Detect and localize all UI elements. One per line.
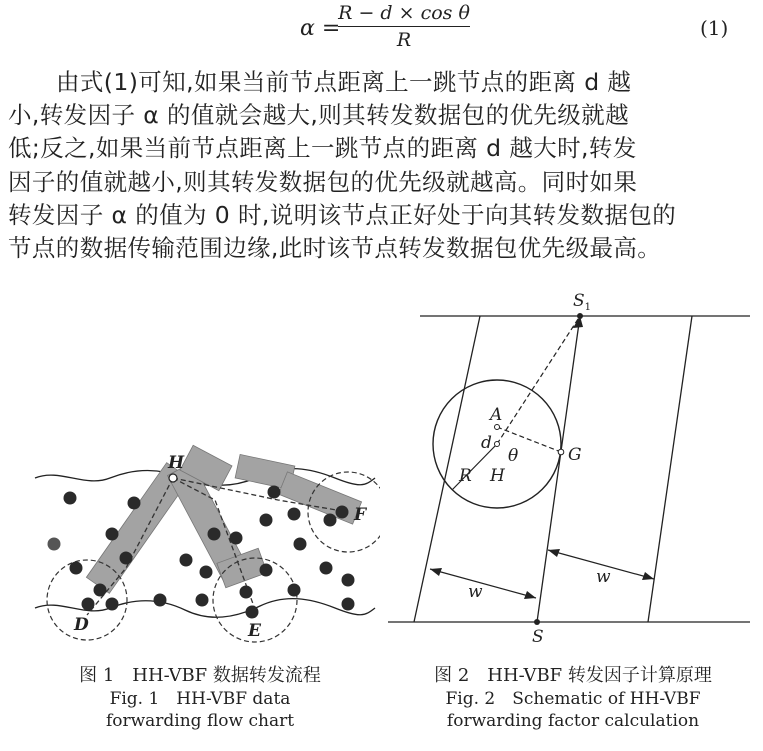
label-w-left: w — [468, 582, 483, 602]
sensor-node — [324, 514, 337, 527]
label-f: F — [354, 505, 367, 525]
sensor-node — [64, 492, 77, 505]
vector-sS1 — [537, 316, 580, 622]
equation-1 — [0, 2, 763, 62]
label-s: S — [532, 627, 544, 647]
sensor-node — [128, 497, 141, 510]
point-a — [495, 425, 500, 430]
caption-cn: 图 1 HH-VBF 数据转发流程 — [79, 665, 321, 686]
paragraph-line: 节点的数据传输范围边缘,此时该节点转发数据包优先级最高。 — [8, 234, 662, 263]
sensor-node — [336, 506, 349, 519]
paragraph-line: 由式(1)可知,如果当前节点距离上一跳节点的距离 d 越 — [56, 68, 632, 96]
paragraph-line: 低;反之,如果当前节点距离上一跳节点的距离 d 越大时,转发 — [8, 134, 637, 163]
sensor-node — [180, 554, 193, 567]
label-a: A — [490, 405, 503, 425]
width-arrow-left — [430, 569, 536, 598]
label-h: H — [168, 453, 185, 473]
caption-en: Fig. 2 Schematic of HH-VBF — [445, 689, 701, 709]
equation-lhs: α = — [300, 16, 341, 41]
sensor-node — [342, 598, 355, 611]
label-e: E — [248, 621, 261, 641]
sensor-node — [268, 486, 281, 499]
sensor-node — [260, 564, 273, 577]
source-node-h — [169, 474, 177, 482]
sensor-node — [294, 538, 307, 551]
sensor-node — [230, 532, 243, 545]
label-s1: $S_1$ — [573, 292, 592, 313]
equation-numerator: R − d × cos θ — [338, 2, 470, 24]
sensor-node — [106, 598, 119, 611]
dashed-a-to-g — [497, 427, 561, 452]
label-theta: θ — [508, 446, 519, 466]
sensor-node — [288, 584, 301, 597]
sensor-node — [240, 586, 253, 599]
label-h: H — [490, 466, 505, 486]
sensor-node — [154, 594, 167, 607]
figure-1-diagram — [30, 440, 380, 660]
point-s — [534, 619, 540, 625]
sensor-node — [120, 552, 133, 565]
label-d: D — [74, 615, 89, 635]
sensor-node — [82, 598, 95, 611]
point-h — [495, 442, 500, 447]
sensor-node — [106, 528, 119, 541]
fraction-bar — [338, 26, 470, 27]
caption-en: forwarding factor calculation — [446, 711, 700, 731]
sensor-node — [94, 584, 107, 597]
equation-number: (1) — [700, 16, 729, 40]
paragraph-line: 因子的值就越小,则其转发数据包的优先级就越高。同时如果 — [8, 167, 638, 196]
label-r: R — [459, 466, 472, 486]
sensor-node — [70, 562, 83, 575]
figure-1-caption — [20, 664, 380, 732]
sensor-node — [246, 606, 259, 619]
caption-cn: 图 2 HH-VBF 转发因子计算原理 — [434, 665, 712, 686]
figure-2-caption — [388, 664, 758, 732]
paragraph-line: 转发因子 α 的值为 0 时,说明该节点正好处于向其转发数据包的 — [8, 200, 677, 229]
sensor-node — [260, 514, 273, 527]
sensor-node — [320, 562, 333, 575]
sensor-node — [208, 528, 221, 541]
caption-en: forwarding flow chart — [105, 711, 295, 731]
figure-2-diagram — [380, 292, 763, 652]
right-boundary — [648, 316, 692, 622]
body-paragraph — [8, 66, 756, 265]
label-d: d — [481, 433, 492, 453]
equation-fraction — [338, 2, 470, 51]
label-g: G — [568, 445, 582, 465]
label-w-right: w — [596, 567, 611, 587]
equation-denominator: R — [396, 29, 412, 51]
sensor-node — [342, 574, 355, 587]
sensor-node — [48, 538, 61, 551]
paragraph-line: 小,转发因子 α 的值就会越大,则其转发数据包的优先级就越 — [8, 101, 629, 130]
sensor-node — [196, 594, 209, 607]
caption-en: Fig. 1 HH-VBF data — [109, 689, 291, 709]
sensor-node — [200, 566, 213, 579]
dashed-h-to-s1 — [497, 316, 580, 444]
sensor-node — [288, 508, 301, 521]
point-g — [558, 449, 564, 455]
